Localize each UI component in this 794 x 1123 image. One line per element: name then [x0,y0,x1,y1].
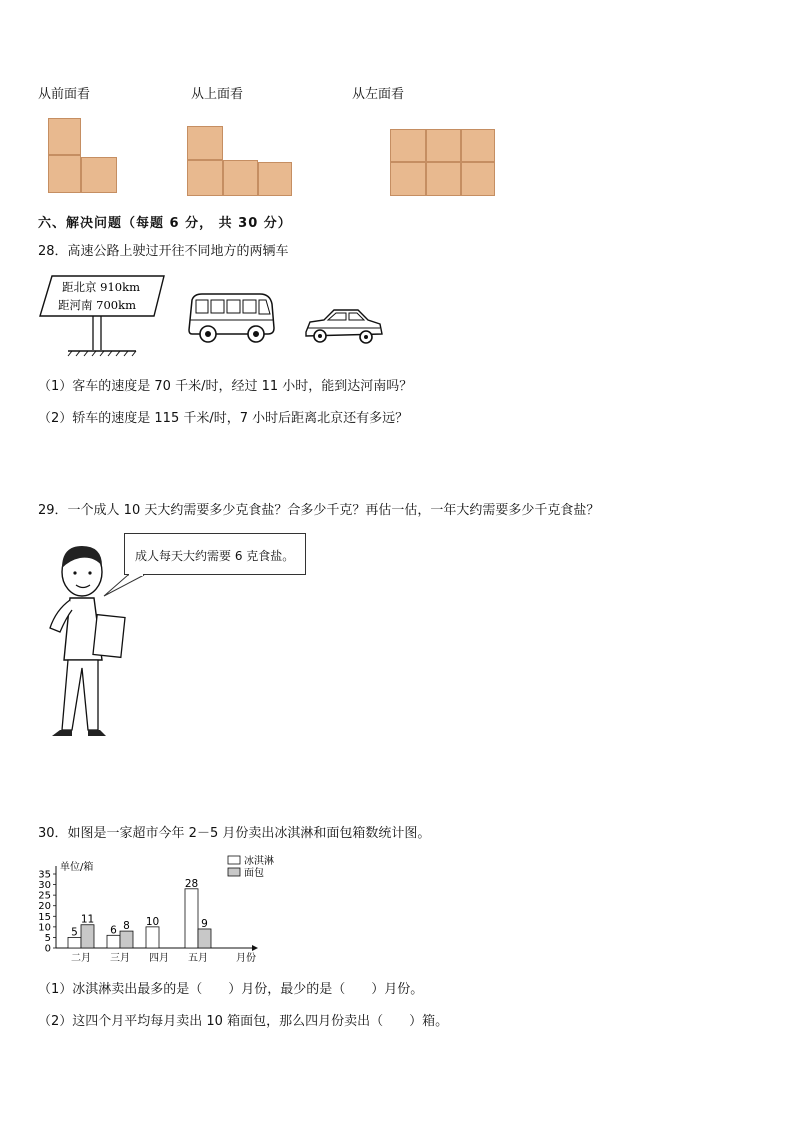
question-28-part-1: （1）客车的速度是 70 千米/时，经过 11 小时，能到达河南吗？ [38,379,413,394]
chart-bar [198,929,211,948]
data-label: 28 [184,877,199,890]
top-view-cube [187,126,223,160]
x-tick-label: 五月 [188,953,208,964]
y-tick-label: 35 [38,869,51,881]
left-view-cube [461,129,495,162]
road-sign-illustration [38,272,168,358]
question-29-title: 29．一个成人 10 天大约需要多少克食盐？合多少千克？再估一估，一年大约需要多少千克食盐？ [38,503,600,518]
data-label: 11 [80,913,95,926]
data-label: 10 [145,915,160,928]
sign-line-1: 距北京 910km [62,280,140,294]
left-view-cube [390,129,426,162]
question-30-part-2: （2）这四个月平均每月卖出 10 箱面包，那么四月份卖出（ ）箱。 [38,1014,449,1029]
x-tick-label: 四月 [149,953,169,964]
sign-line-2: 距河南 700km [58,298,136,312]
bus-icon [186,290,278,346]
car-icon [302,306,386,348]
y-tick-label: 20 [38,901,51,913]
top-view-cube [258,162,292,196]
y-tick-label: 25 [38,890,51,902]
chart-bar [107,935,120,948]
question-30-title: 30．如图是一家超市今年 2－5 月份卖出冰淇淋和面包箱数统计图。 [38,826,431,841]
data-label: 5 [71,926,78,939]
bar-chart [30,850,300,965]
left-view-cube [390,162,426,196]
legend-swatch [228,856,240,864]
x-tick-label: 二月 [71,953,91,964]
chart-bar [146,927,159,948]
label-left-view: 从左面看 [352,87,405,102]
chart-bar [81,925,94,948]
data-label: 9 [201,917,208,930]
legend-label: 面包 [244,868,264,879]
legend-swatch [228,868,240,876]
question-28-title: 28．高速公路上驶过开往不同地方的两辆车 [38,244,289,259]
left-view-cube [426,162,461,196]
speech-bubble-text: 成人每天大约需要 6 克食盐。 [135,549,295,563]
y-tick-label: 30 [38,880,51,892]
left-view-cube [461,162,495,196]
data-label: 8 [123,920,130,933]
front-view-cube [81,157,117,193]
front-view-cube [48,118,81,155]
y-axis-unit-label: 单位/箱 [60,862,94,873]
question-28-part-2: （2）轿车的速度是 115 千米/时，7 小时后距离北京还有多远？ [38,411,409,426]
x-axis-arrow [252,945,258,951]
x-axis-label: 月份 [236,953,256,964]
chart-bar [68,937,81,948]
speech-bubble-tail [100,570,150,600]
y-tick-label: 15 [38,911,51,923]
left-view-cube [426,129,461,162]
legend-label: 冰淇淋 [244,856,274,867]
section-heading: 六、解决问题（每题 6 分， 共 30 分） [38,216,292,231]
data-label: 6 [110,924,117,937]
y-tick-label: 5 [44,932,51,944]
front-view-cube [48,155,81,193]
x-tick-label: 三月 [110,953,130,964]
question-30-part-1: （1）冰淇淋卖出最多的是（ ）月份，最少的是（ ）月份。 [38,982,424,997]
top-view-cube [187,160,223,196]
speech-bubble [124,533,306,575]
label-top-view: 从上面看 [191,87,244,102]
y-tick-label: 0 [44,943,51,955]
top-view-cube [223,160,258,196]
y-tick-label: 10 [38,922,51,934]
chart-bar [120,931,133,948]
chart-bar [185,889,198,948]
label-front-view: 从前面看 [38,87,91,102]
